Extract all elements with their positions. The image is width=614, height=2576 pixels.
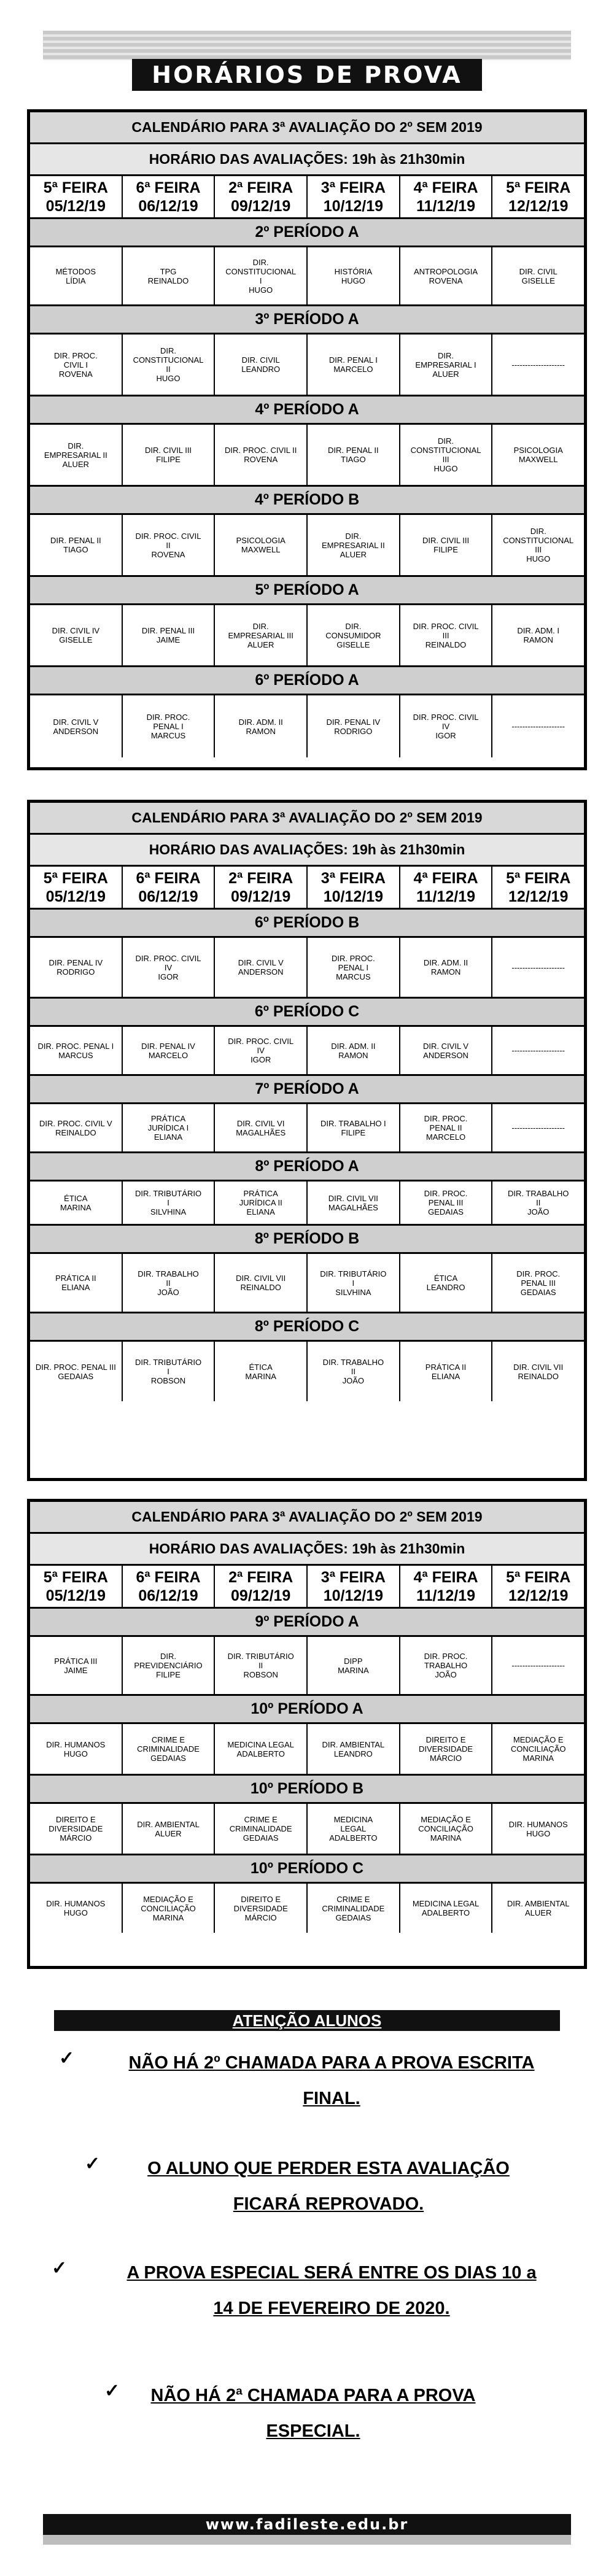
check-icon: ✓ [85, 2154, 101, 2174]
day-date: 12/12/19 [508, 888, 569, 905]
subject-cell: PSICOLOGIA MAXWELL [513, 446, 563, 464]
subject-row [30, 1637, 584, 1696]
subject-cell: PRÁTICA JURÍDICA I ELIANA [123, 1104, 216, 1151]
day-weekday: 5ª FEIRA [506, 1568, 571, 1586]
subject-cell: DIR. PENAL II TIAGO [308, 425, 400, 485]
day-weekday: 5ª FEIRA [506, 179, 571, 196]
subject-cell: MEDIAÇÃO E CONCILIAÇÃO MARINA [123, 1884, 216, 1933]
day-weekday: 4ª FEIRA [413, 1568, 478, 1586]
day-weekday: 2ª FEIRA [228, 869, 293, 887]
subject-cell: DIR. CIVIL VII MAGALHÃES [308, 1182, 400, 1224]
period-title: 3º PERÍODO A [30, 306, 584, 335]
subject-cell: DIR. CONSTITUCIONAL II HUGO [123, 335, 216, 395]
period-title: 10º PERÍODO B [30, 1776, 584, 1804]
subject-cell: DIR. HUMANOS HUGO [30, 1724, 123, 1774]
page-title: HORÁRIOS DE PROVA [132, 59, 482, 91]
subject-cell: DIR. PROC. PENAL II MARCELO [400, 1104, 493, 1151]
calendar-block-2 [27, 800, 587, 1481]
subject-row [30, 247, 584, 306]
subject-cell: DIR. PROC. CIVIL V REINALDO [30, 1104, 123, 1151]
day-header [123, 1566, 216, 1607]
days-header [30, 1566, 584, 1609]
subject-cell: ÉTICA MARINA [30, 1182, 123, 1224]
subject-cell: DIR. TRABALHO II JOÃO [308, 1342, 400, 1401]
subject-row [30, 1182, 584, 1226]
day-header [30, 176, 123, 217]
subject-cell: CRIME E CRIMINALIDADE GEDAIAS [123, 1724, 216, 1774]
subject-cell: CRIME E CRIMINALIDADE GEDAIAS [308, 1884, 400, 1933]
subject-cell: DIR. PENAL IV RODRIGO [30, 938, 123, 997]
subject-row [30, 1254, 584, 1313]
notice-2-line1: O ALUNO QUE PERDER ESTA AVALIAÇÃO [147, 2159, 510, 2178]
day-header [215, 1566, 308, 1607]
subject-cell: DIR. CIVIL V ANDERSON [30, 695, 123, 757]
day-date: 12/12/19 [508, 197, 569, 215]
day-header [492, 867, 584, 908]
subject-cell: DIR. CIVIL VII REINALDO [215, 1254, 308, 1312]
subject-cell: MEDIAÇÃO E CONCILIAÇÃO MARINA [400, 1804, 493, 1854]
calendar-title: CALENDÁRIO PARA 3ª AVALIAÇÃO DO 2º SEM 2019 [30, 803, 584, 835]
subject-cell: TPG REINALDO [123, 247, 216, 304]
check-icon: ✓ [52, 2258, 68, 2278]
period-title: 10º PERÍODO C [30, 1855, 584, 1884]
day-header [400, 1566, 493, 1607]
day-weekday: 5ª FEIRA [43, 869, 108, 887]
notice-2 [111, 2151, 546, 2222]
subject-cell: DIR. PROC. TRABALHO JOÃO [400, 1637, 493, 1694]
subject-cell: DIR. PROC. PENAL I MARCUS [30, 1027, 123, 1074]
subject-cell: DIR. TRABALHO II JOÃO [123, 1254, 216, 1312]
subject-cell: -------------------- [511, 1661, 565, 1670]
check-icon: ✓ [59, 2048, 75, 2068]
subject-cell: DIR. PENAL IV RODRIGO [308, 695, 400, 757]
day-date: 09/12/19 [231, 1587, 291, 1604]
day-header [308, 1566, 400, 1607]
subject-row [30, 1884, 584, 1933]
subject-cell: DIR. PROC. CIVIL IV IGOR [400, 695, 493, 757]
day-header [400, 176, 493, 217]
day-weekday: 2ª FEIRA [228, 1568, 293, 1586]
subject-cell: DIR. TRIBUTÁRIO I SILVHINA [123, 1182, 216, 1224]
notice-1-line1: NÃO HÁ 2º CHAMADA PARA A PROVA ESCRITA [128, 2053, 535, 2073]
footer-website-link[interactable]: www.fadileste.edu.br [205, 2516, 409, 2533]
footer-bar [43, 2514, 571, 2545]
day-header [308, 867, 400, 908]
subject-cell: -------------------- [511, 1046, 565, 1055]
subject-cell: -------------------- [511, 360, 565, 369]
schedule-hours: HORÁRIO DAS AVALIAÇÕES: 19h às 21h30min [30, 144, 584, 176]
period-title: 2º PERÍODO A [30, 219, 584, 247]
day-weekday: 5ª FEIRA [43, 179, 108, 196]
calendar-title: CALENDÁRIO PARA 3ª AVALIAÇÃO DO 2º SEM 2019 [30, 1502, 584, 1534]
subject-cell: DIR. HUMANOS HUGO [30, 1884, 123, 1933]
notice-4 [126, 2378, 500, 2449]
day-date: 10/12/19 [323, 1587, 384, 1604]
day-header [123, 867, 216, 908]
subject-cell: DIR. ADM. II RAMON [215, 695, 308, 757]
notice-4-line2: ESPECIAL. [266, 2421, 360, 2441]
subject-cell: MEDICINA LEGAL ADALBERTO [215, 1724, 308, 1774]
subject-cell: DIR. TRABALHO II JOÃO [507, 1189, 569, 1216]
subject-cell: DIR. TRABALHO I FILIPE [308, 1104, 400, 1151]
subject-cell: -------------------- [511, 1123, 565, 1132]
period-title: 6º PERÍODO C [30, 999, 584, 1027]
subject-cell: DIR. PROC. PENAL I MARCUS [123, 695, 216, 757]
subject-cell: DIPP MARINA [308, 1637, 400, 1694]
subject-cell: DIR. CIVIL V ANDERSON [215, 938, 308, 997]
schedule-hours: HORÁRIO DAS AVALIAÇÕES: 19h às 21h30min [30, 1534, 584, 1566]
notice-4-line1: NÃO HÁ 2ª CHAMADA PARA A PROVA [150, 2386, 476, 2405]
subject-cell: ANTROPOLOGIA ROVENA [400, 247, 493, 304]
day-weekday: 2ª FEIRA [228, 179, 293, 196]
day-weekday: 5ª FEIRA [506, 869, 571, 887]
subject-row [30, 335, 584, 396]
subject-cell: DIREITO E DIVERSIDADE MÁRCIO [400, 1724, 493, 1774]
schedule-hours: HORÁRIO DAS AVALIAÇÕES: 19h às 21h30min [30, 835, 584, 867]
subject-cell: -------------------- [511, 962, 565, 972]
subject-cell: DIR. ADM. II RAMON [308, 1027, 400, 1074]
subject-row [30, 1027, 584, 1076]
subject-cell: DIR. EMPRESARIAL I ALUER [400, 335, 493, 395]
day-weekday: 5ª FEIRA [43, 1568, 108, 1586]
period-title: 4º PERÍODO B [30, 487, 584, 515]
subject-cell: DIR. EMPRESARIAL II ALUER [30, 425, 123, 485]
notice-3 [80, 2255, 583, 2326]
day-weekday: 6ª FEIRA [136, 869, 201, 887]
subject-cell: DIR. PROC. CIVIL III REINALDO [400, 605, 493, 665]
subject-cell: DIR. PROC. PENAL III GEDAIAS [516, 1269, 561, 1297]
calendar-block-3 [27, 1499, 587, 1969]
period-title: 4º PERÍODO A [30, 396, 584, 425]
day-date: 09/12/19 [231, 888, 291, 905]
subject-cell: DIR. PROC. CIVIL IV IGOR [215, 1027, 308, 1074]
subject-cell: DIR. PROC. PENAL III GEDAIAS [30, 1342, 123, 1401]
subject-cell: DIR. TRIBUTÁRIO II ROBSON [215, 1637, 308, 1694]
subject-cell: DIR. CIVIL V ANDERSON [400, 1027, 493, 1074]
subject-cell: DIR. ADM. I RAMON [517, 626, 559, 644]
day-header [215, 867, 308, 908]
subject-cell: DIR. AMBIENTAL ALUER [507, 1899, 570, 1917]
subject-row [30, 1342, 584, 1401]
day-date: 10/12/19 [323, 197, 384, 215]
subject-cell: DIREITO E DIVERSIDADE MÁRCIO [215, 1884, 308, 1933]
period-title: 8º PERÍODO B [30, 1226, 584, 1254]
notice-3-line1: A PROVA ESPECIAL SERÁ ENTRE OS DIAS 10 a [126, 2263, 537, 2283]
subject-cell: DIR. TRIBUTÁRIO I ROBSON [123, 1342, 216, 1401]
subject-cell: DIR. PROC. PENAL I MARCUS [308, 938, 400, 997]
subject-row [30, 425, 584, 487]
day-date: 11/12/19 [416, 888, 475, 905]
subject-cell: DIR. PENAL III JAIME [123, 605, 216, 665]
period-title: 6º PERÍODO B [30, 910, 584, 938]
day-header [30, 867, 123, 908]
day-date: 06/12/19 [138, 888, 198, 905]
notice-1 [92, 2045, 571, 2116]
subject-cell: DIR. ADM. II RAMON [400, 938, 493, 997]
day-date: 11/12/19 [416, 1587, 475, 1604]
notice-3-line2: 14 DE FEVEREIRO DE 2020. [213, 2299, 450, 2318]
day-header [215, 176, 308, 217]
notice-2-line2: FICARÁ REPROVADO. [233, 2194, 424, 2214]
period-title: 10º PERÍODO A [30, 1696, 584, 1724]
header-stripes [43, 31, 571, 60]
day-weekday: 4ª FEIRA [413, 179, 478, 196]
day-date: 06/12/19 [138, 197, 198, 215]
day-header [30, 1566, 123, 1607]
subject-cell: DIR. PROC. CIVIL II ROVENA [123, 515, 216, 575]
subject-cell: DIR. PROC. CIVIL IV IGOR [123, 938, 216, 997]
subject-cell: MEDICINA LEGAL ADALBERTO [400, 1884, 493, 1933]
subject-row [30, 1104, 584, 1153]
day-header [400, 867, 493, 908]
day-header [123, 176, 216, 217]
subject-cell: ÉTICA LEANDRO [400, 1254, 493, 1312]
subject-cell: DIR. PROC. PENAL III GEDAIAS [400, 1182, 493, 1224]
day-date: 05/12/19 [45, 197, 106, 215]
subject-cell: PRÁTICA III JAIME [30, 1637, 123, 1694]
subject-row [30, 1804, 584, 1855]
period-title: 7º PERÍODO A [30, 1076, 584, 1104]
calendar-block-1 [27, 109, 587, 770]
day-weekday: 3ª FEIRA [321, 1568, 386, 1586]
subject-cell: DIR. CIVIL VII REINALDO [513, 1362, 564, 1381]
subject-cell: CRIME E CRIMINALIDADE GEDAIAS [215, 1804, 308, 1854]
subject-cell: PRÁTICA JURÍDICA II ELIANA [215, 1182, 308, 1224]
day-date: 06/12/19 [138, 1587, 198, 1604]
days-header [30, 867, 584, 910]
subject-cell: DIR. CONSUMIDOR GISELLE [308, 605, 400, 665]
subject-cell: DIR. PENAL IV MARCELO [123, 1027, 216, 1074]
period-title: 6º PERÍODO A [30, 667, 584, 695]
attention-title: ATENÇÃO ALUNOS [54, 2010, 560, 2031]
subject-cell: DIREITO E DIVERSIDADE MÁRCIO [30, 1804, 123, 1854]
day-weekday: 3ª FEIRA [321, 869, 386, 887]
subject-row [30, 515, 584, 577]
day-header [308, 176, 400, 217]
subject-cell: DIR. CIVIL IV GISELLE [30, 605, 123, 665]
subject-cell: -------------------- [511, 722, 565, 731]
subject-cell: PSICOLOGIA MAXWELL [215, 515, 308, 575]
period-title: 5º PERÍODO A [30, 577, 584, 605]
subject-cell: DIR. CONSTITUCIONAL III HUGO [503, 527, 574, 563]
subject-cell: DIR. AMBIENTAL ALUER [123, 1804, 216, 1854]
subject-cell: DIR. HUMANOS HUGO [508, 1819, 568, 1838]
subject-cell: DIR. CIVIL III FILIPE [123, 425, 216, 485]
day-weekday: 4ª FEIRA [413, 869, 478, 887]
subject-cell: DIR. PROC. CIVIL II ROVENA [215, 425, 308, 485]
subject-cell: MEDICINA LEGAL ADALBERTO [308, 1804, 400, 1854]
subject-cell: DIR. PENAL I MARCELO [308, 335, 400, 395]
subject-cell: MEDIAÇÃO E CONCILIAÇÃO MARINA [510, 1735, 566, 1763]
period-title: 8º PERÍODO C [30, 1313, 584, 1342]
subject-cell: DIR. AMBIENTAL LEANDRO [308, 1724, 400, 1774]
subject-cell: DIR. EMPRESARIAL III ALUER [215, 605, 308, 665]
subject-row [30, 605, 584, 667]
subject-cell: DIR. PENAL II TIAGO [30, 515, 123, 575]
day-weekday: 3ª FEIRA [321, 179, 386, 196]
subject-cell: PRÁTICA II ELIANA [400, 1342, 493, 1401]
subject-cell: DIR. CIVIL III FILIPE [400, 515, 493, 575]
day-date: 11/12/19 [416, 197, 475, 215]
subject-cell: ÉTICA MARINA [215, 1342, 308, 1401]
subject-cell: DIR. TRIBUTÁRIO I SILVHINA [308, 1254, 400, 1312]
subject-cell: DIR. CIVIL GISELLE [519, 266, 558, 285]
subject-cell: DIR. CIVIL LEANDRO [215, 335, 308, 395]
subject-row [30, 695, 584, 757]
subject-cell: PRÁTICA II ELIANA [30, 1254, 123, 1312]
notice-1-line2: FINAL. [303, 2089, 360, 2108]
day-date: 05/12/19 [45, 1587, 106, 1604]
subject-cell: MÉTODOS LÍDIA [30, 247, 123, 304]
day-weekday: 6ª FEIRA [136, 1568, 201, 1586]
subject-cell: DIR. CONSTITUCIONAL I HUGO [215, 247, 308, 304]
days-header [30, 176, 584, 219]
calendar-title: CALENDÁRIO PARA 3ª AVALIAÇÃO DO 2º SEM 2019 [30, 112, 584, 144]
subject-cell: DIR. CIVIL VI MAGALHÃES [215, 1104, 308, 1151]
subject-cell: DIR. PROC. CIVIL I ROVENA [30, 335, 123, 395]
day-header [492, 176, 584, 217]
period-title: 9º PERÍODO A [30, 1609, 584, 1637]
subject-cell: HISTÓRIA HUGO [308, 247, 400, 304]
check-icon: ✓ [104, 2381, 120, 2401]
day-date: 10/12/19 [323, 888, 384, 905]
subject-cell: DIR. PREVIDENCIÁRIO FILIPE [123, 1637, 216, 1694]
subject-cell: DIR. EMPRESARIAL II ALUER [308, 515, 400, 575]
period-title: 8º PERÍODO A [30, 1153, 584, 1182]
subject-row [30, 1724, 584, 1776]
day-weekday: 6ª FEIRA [136, 179, 201, 196]
day-date: 05/12/19 [45, 888, 106, 905]
day-header [492, 1566, 584, 1607]
subject-cell: DIR. CONSTITUCIONAL III HUGO [400, 425, 493, 485]
day-date: 09/12/19 [231, 197, 291, 215]
subject-row [30, 938, 584, 999]
day-date: 12/12/19 [508, 1587, 569, 1604]
